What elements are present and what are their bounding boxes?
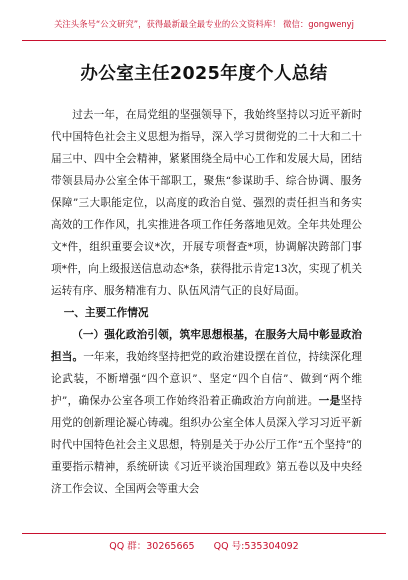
section-heading: 一、主要工作情况	[63, 307, 149, 319]
item-lead-2: 一是	[318, 395, 341, 407]
item-paragraph	[51, 324, 362, 500]
item-text-a: 一年来，我始终坚持把党的政治建设摆在首位，持续深化理论武装，不断增强“四个意识”、坚定“四个自信”、做到“两个维护”，确保办公室各项工作始终沿着正确政治方向前进。	[51, 351, 362, 407]
document-title: 办公室主任2025年度个人总结	[80, 64, 328, 84]
item-text-b: 坚持用党的创新理论凝心铸魂。组织办公室全体人员深入学习习近平新时代中国特色社会主义思想，特别是关于办公厅工作“五个坚持”的重要指示精神，系统研读《习近平谈治国理政》第五卷以及中央经济工作会议、全国两会等重大会	[51, 395, 363, 495]
document-body	[51, 104, 362, 500]
qq-number: QQ 号:535304092	[213, 541, 299, 552]
header-divider	[22, 40, 386, 41]
intro-paragraph: 过去一年，在局党组的坚强领导下，我始终坚持以习近平新时代中国特色社会主义思想为指导，深入学习贯彻党的二十大和二十届三中、四中全会精神，紧紧围绕全局中心工作和发展大局，团结带领县局办公室全体干部职工，聚焦“参谋助手、综合协调、服务保障”三大职能定位，以高度的政治自觉、强烈的责任担当和务实高效的工作作风，扎实推进各项工作任务落地见效。全年共处理公文*件，组织重要会议*次，开展专项督查*项，协调解决跨部门事项*件，向上级报送信息动态*条，获得批示肯定13次，实现了机关运转有序、服务精准有力、队伍风清气正的良好局面。	[51, 109, 362, 297]
item-lead: （一）强化政治引领，筑牢思想根基，在服务大局中彰显政治担当。	[51, 329, 362, 363]
footer-divider	[22, 533, 386, 534]
footer-contact	[0, 538, 408, 552]
header-notice: 关注头条号“公文研究”，获得最新最全最专业的公文资料库！ 微信：gongwenyj	[54, 19, 354, 29]
qq-group: QQ 群：30265665	[109, 541, 195, 552]
